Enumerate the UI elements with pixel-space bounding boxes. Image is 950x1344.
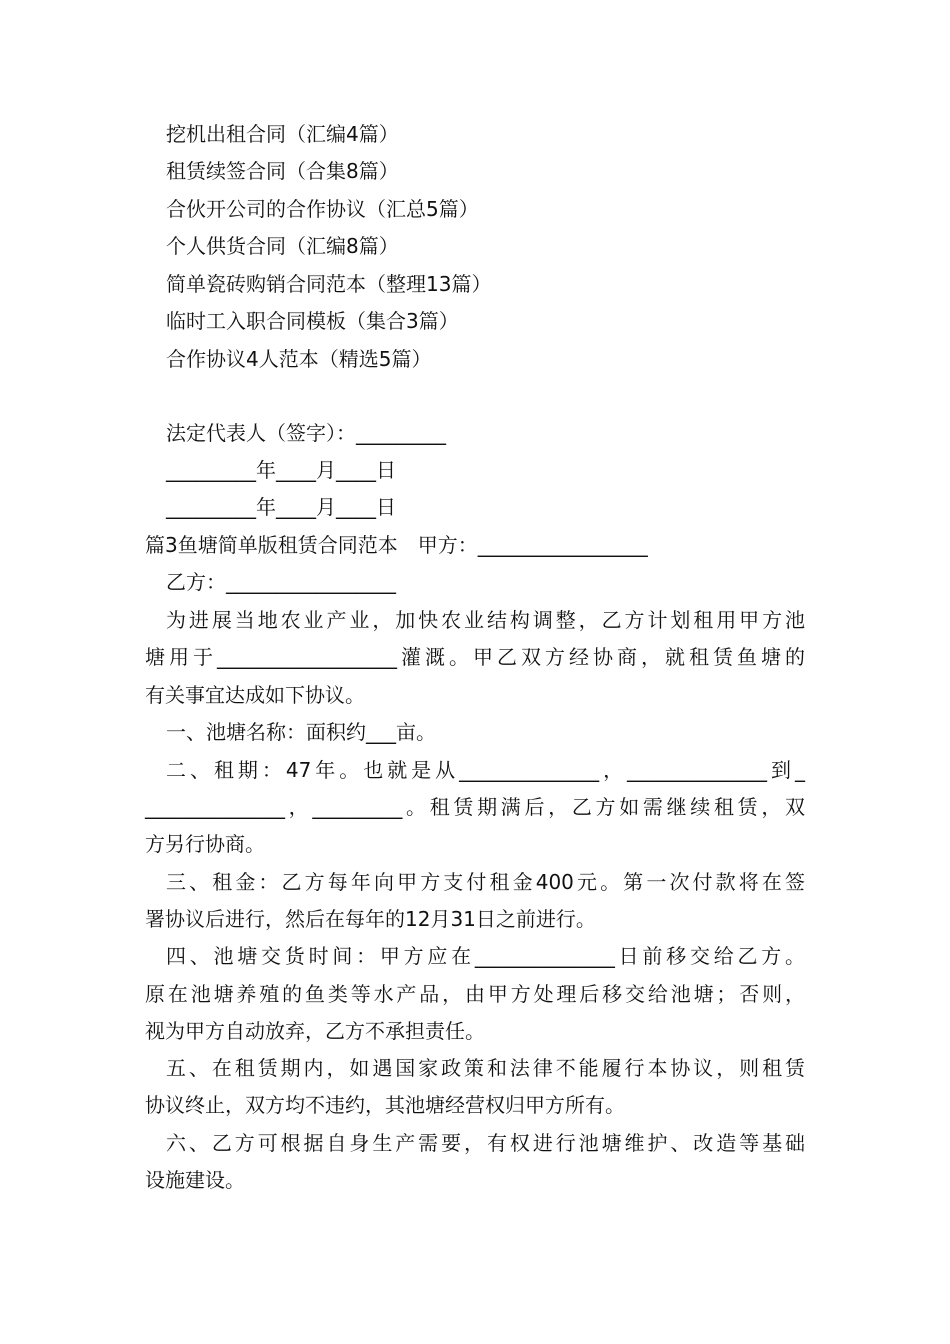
signature-representative: 法定代表人（签字）：_________ — [166, 421, 446, 445]
clause-2: 方另行协商。 — [145, 832, 265, 856]
clause-5: 五、在租赁期内，如遇国家政策和法律不能履行本协议，则租赁 — [166, 1056, 805, 1080]
related-item: 挖机出租合同（汇编4篇） — [166, 122, 399, 146]
clause-4: 四、池塘交货时间：甲方应在______________日前移交给乙方。 — [166, 944, 805, 968]
clause-1: 一、池塘名称：面积约___亩。 — [166, 720, 436, 744]
contract-heading: 篇3鱼塘简单版租赁合同范本 甲方：_________________ — [145, 533, 648, 557]
related-item: 简单瓷砖购销合同范本（整理13篇） — [166, 272, 492, 296]
signature-date: _________年____月____日 — [166, 458, 396, 482]
clause-2: 二、租期：47年。也就是从______________，______________到_ — [166, 758, 805, 782]
related-item: 租赁续签合同（合集8篇） — [166, 159, 399, 183]
clause-4: 视为甲方自动放弃，乙方不承担责任。 — [145, 1019, 485, 1043]
intro-paragraph: 有关事宜达成如下协议。 — [145, 683, 365, 707]
clause-2: ______________，_________。租赁期满后，乙方如需继续租赁，双 — [145, 795, 805, 819]
intro-paragraph: 塘用于__________________灌溉。甲乙双方经协商，就租赁鱼塘的 — [145, 645, 805, 669]
clause-3: 三、租金：乙方每年向甲方支付租金400元。第一次付款将在签 — [166, 870, 805, 894]
related-item: 个人供货合同（汇编8篇） — [166, 234, 399, 258]
related-item: 临时工入职合同模板（集合3篇） — [166, 309, 459, 333]
clause-3: 署协议后进行，然后在每年的12月31日之前进行。 — [145, 907, 596, 931]
clause-6: 设施建设。 — [145, 1168, 245, 1192]
party-b: 乙方：_________________ — [166, 570, 396, 594]
clause-6: 六、乙方可根据自身生产需要，有权进行池塘维护、改造等基础 — [166, 1131, 805, 1155]
clause-5: 协议终止，双方均不违约，其池塘经营权归甲方所有。 — [145, 1093, 625, 1117]
related-item: 合伙开公司的合作协议（汇总5篇） — [166, 197, 479, 221]
related-item: 合作协议4人范本（精选5篇） — [166, 347, 432, 371]
clause-4: 原在池塘养殖的鱼类等水产品，由甲方处理后移交给池塘；否则， — [145, 982, 805, 1006]
signature-date: _________年____月____日 — [166, 495, 396, 519]
intro-paragraph: 为进展当地农业产业，加快农业结构调整，乙方计划租用甲方池 — [166, 608, 805, 632]
